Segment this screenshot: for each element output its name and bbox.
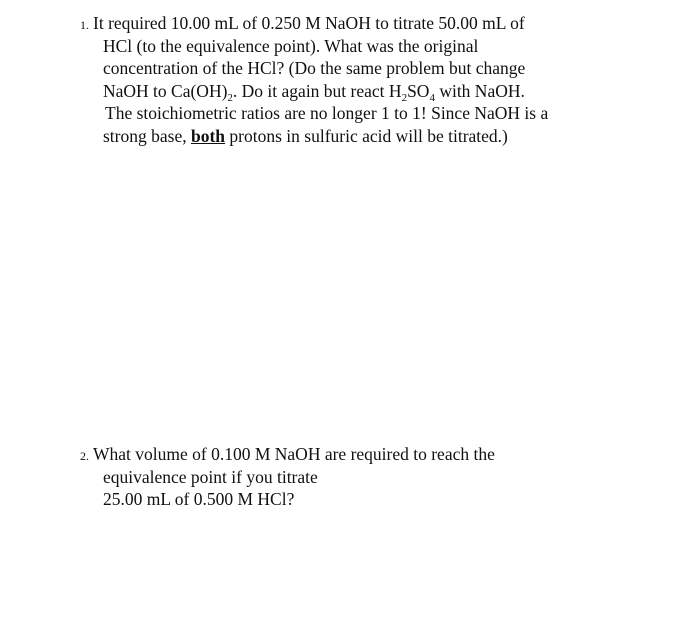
question-1-line-1 xyxy=(80,12,670,35)
question-1-line-3: concentration of the HCl? (Do the same problem but change xyxy=(103,58,526,79)
question-2-line-2: equivalence point if you titrate xyxy=(103,466,318,487)
emphasis-both: both xyxy=(190,125,226,146)
question-2 xyxy=(80,443,670,511)
question-1-number: 1. xyxy=(80,18,89,32)
question-1-line-5: The stoichiometric ratios are no longer 1 to 1! Since NaOH is a xyxy=(105,103,549,124)
question-1-text-1: It required 10.00 mL of 0.250 M NaOH to titrate 50.00 mL of xyxy=(93,13,525,33)
question-2-line-3: 25.00 mL of 0.500 M HCl? xyxy=(103,489,295,510)
question-1-line-2: HCl (to the equivalence point). What was the original xyxy=(103,35,479,56)
question-2-text-1: What volume of 0.100 M NaOH are required to reach the xyxy=(93,444,495,464)
question-2-number: 2. xyxy=(80,449,89,463)
question-1 xyxy=(80,12,670,148)
question-2-line-1 xyxy=(80,443,670,466)
question-1-line-4: NaOH to $Ca(OH)_2$. Do it again but react $H_2SO_4$ with NaOH. xyxy=(103,80,525,104)
question-1-line-6: strong base, both protons in sulfuric acid will be titrated.) xyxy=(103,125,508,146)
